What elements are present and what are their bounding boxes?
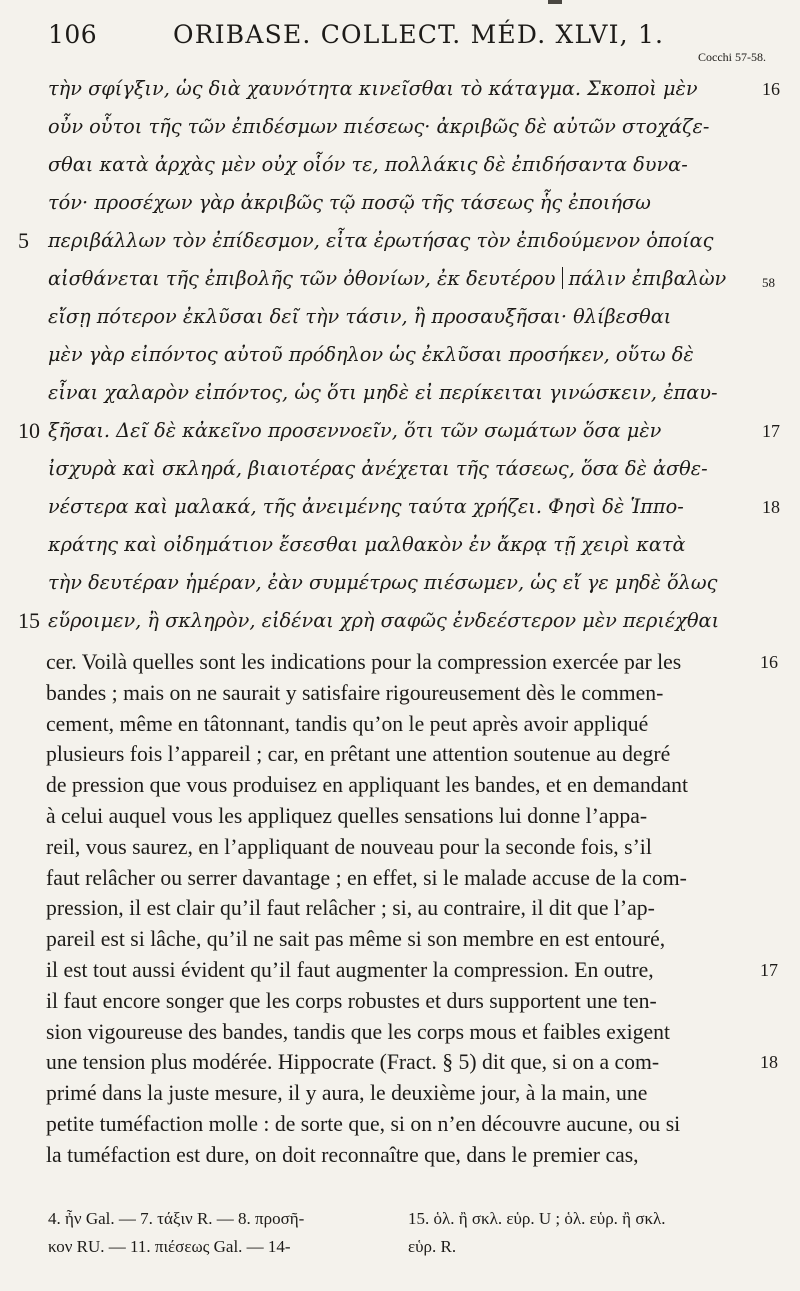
margin-number: 17 <box>762 421 780 441</box>
greek-text: νέστερα καὶ μαλακά, τῆς ἀνειμένης ταύτα χρήζει. Φησὶ δὲ Ἱππο- <box>48 495 684 518</box>
margin-number: 58 <box>762 275 775 290</box>
french-line <box>46 832 752 863</box>
greek-text-continued: πάλιν ἐπιβαλὼν <box>568 267 727 290</box>
margin-number: 18 <box>760 1052 778 1073</box>
french-text: primé dans la juste mesure, il y aura, le deuxième jour, à la main, une <box>46 1081 648 1106</box>
page-break-marker <box>562 267 563 289</box>
greek-line <box>48 336 753 374</box>
french-text: faut relâcher ou serrer davantage ; en effet, si le malade accuse de la com- <box>46 865 687 890</box>
greek-line <box>48 564 753 602</box>
french-line <box>46 647 778 678</box>
french-text: il est tout aussi évident qu’il faut augmenter la compression. En outre, <box>46 957 654 982</box>
margin-number: 16 <box>762 79 780 99</box>
french-line <box>46 709 752 740</box>
french-line <box>46 770 752 801</box>
french-line <box>46 678 752 709</box>
line-number: 15 <box>18 608 40 633</box>
french-text: bandes ; mais on ne saurait y satisfaire rigoureusement dès le commen- <box>46 680 664 705</box>
running-header <box>48 20 752 54</box>
french-line <box>46 1109 752 1140</box>
french-line <box>46 1140 752 1171</box>
page-number: 106 <box>48 20 98 49</box>
french-line <box>46 1017 752 1048</box>
french-text: il faut encore songer que les corps robustes et durs supportent une ten- <box>46 988 657 1013</box>
margin-number: 16 <box>760 652 778 672</box>
french-line <box>46 863 752 894</box>
edition-reference: Cocchi 57-58. <box>698 50 766 64</box>
french-text: pression, il est clair qu’il faut relâcher ; si, au contraire, il dit que l’ap- <box>46 896 655 921</box>
print-mark <box>548 0 562 4</box>
note-left: 4. ἦν Gal. — 7. τάξιν R. — 8. προσῆ- <box>48 1209 305 1228</box>
greek-text: τὴν σφίγξιν, ὡς διὰ χαυνότητα κινεῖσθαι τὸ κάταγμα. Σκοποὶ μὲν <box>48 77 698 100</box>
note-left: κον RU. — 11. πιέσεως Gal. — 14- <box>48 1237 291 1256</box>
french-text: une tension plus modérée. Hippocrate (Fract. § 5) dit que, si on a com- <box>46 1050 660 1075</box>
french-line <box>46 893 752 924</box>
greek-text-block <box>18 70 780 640</box>
french-line <box>46 924 752 955</box>
greek-line <box>48 374 753 412</box>
greek-text: μὲν γὰρ εἰπόντος αὐτοῦ πρόδηλον ὡς ἐκλῦσαι προσήκεν, οὕτω δὲ <box>48 343 694 366</box>
critical-apparatus <box>48 1205 753 1261</box>
greek-line <box>48 450 753 488</box>
greek-line <box>18 412 780 450</box>
french-translation-block <box>46 647 778 1171</box>
greek-line <box>18 602 753 640</box>
greek-text: ἰσχυρὰ καὶ σκληρά, βιαιοτέρας ἀνέχεται τῆς τάσεως, ὅσα δὲ ἀσθε- <box>48 457 708 480</box>
greek-line <box>48 108 753 146</box>
french-text: de pression que vous produisez en appliquant les bandes, et en demandant <box>46 773 689 798</box>
french-line <box>46 1078 752 1109</box>
greek-line <box>48 184 753 222</box>
greek-text: εὕροιμεν, ἢ σκληρὸν, εἰδέναι χρὴ σαφῶς ἐνδεέστερον μὲν περιέχθαι <box>48 609 720 632</box>
french-text: la tuméfaction est dure, on doit reconnaître que, dans le premier cas, <box>46 1142 639 1167</box>
french-line <box>46 801 752 832</box>
margin-number: 17 <box>760 959 778 980</box>
greek-line <box>48 260 775 298</box>
greek-text: κράτης καὶ οἰδημάτιον ἔσεσθαι μαλθακὸν ἐν ἄκρᾳ τῇ χειρὶ κατὰ <box>48 533 686 556</box>
french-text: pareil est si lâche, qu’il ne sait pas même si son membre en est entouré, <box>46 927 666 952</box>
french-text: cer. Voilà quelles sont les indications pour la compression exercée par les <box>46 650 682 674</box>
french-line <box>46 1047 778 1078</box>
french-line <box>46 955 778 986</box>
greek-line <box>48 70 780 108</box>
greek-text: ξῆσαι. Δεῖ δὲ κἀκεῖνο προσεννοεῖν, ὅτι τῶν σωμάτων ὅσα μὲν <box>48 419 662 442</box>
note-right: 15. ὁλ. ἢ σκλ. εὑρ. U ; ὁλ. εὑρ. ἢ σκλ. <box>408 1209 666 1228</box>
greek-text: εἴσῃ πότερον ἐκλῦσαι δεῖ τὴν τάσιν, ἢ προσαυξῆσαι· θλίβεσθαι <box>48 305 672 328</box>
line-number: 5 <box>18 228 29 253</box>
margin-number: 18 <box>762 497 780 517</box>
greek-text: περιβάλλων τὸν ἐπίδεσμον, εἶτα ἐρωτήσας τὸν ἐπιδούμενον ὁποίας <box>48 229 714 252</box>
line-number: 10 <box>18 418 40 443</box>
note-line <box>48 1233 753 1261</box>
greek-line <box>48 146 753 184</box>
french-line <box>46 739 752 770</box>
french-text: sion vigoureuse des bandes, tandis que les corps mous et faibles exigent <box>46 1019 670 1044</box>
greek-text: εἶναι χαλαρὸν εἰπόντος, ὡς ὅτι μηδὲ εἰ περίκειται γινώσκειν, ἐπαυ- <box>48 381 718 404</box>
greek-line <box>48 488 780 526</box>
french-text: plusieurs fois l’appareil ; car, en prêtant une attention soutenue au degré <box>46 742 671 767</box>
greek-text: τόν· προσέχων γὰρ ἀκριβῶς τῷ ποσῷ τῆς τάσεως ἧς ἐποιήσω <box>48 191 651 214</box>
french-line <box>46 986 752 1017</box>
greek-text: αἰσθάνεται τῆς ἐπιβολῆς τῶν ὀθονίων, ἐκ δευτέρου <box>48 267 556 290</box>
running-title: ORIBASE. COLLECT. MÉD. XLVI, 1. <box>173 20 665 49</box>
french-text: reil, vous saurez, en l’appliquant de nouveau pour la seconde fois, s’il <box>46 834 652 859</box>
greek-text: οὖν οὗτοι τῆς τῶν ἐπιδέσμων πιέσεως· ἀκριβῶς δὲ αὐτῶν στοχάζε- <box>48 115 710 138</box>
greek-text: σθαι κατὰ ἀρχὰς μὲν οὐχ οἷόν τε, πολλάκις δὲ ἐπιδήσαντα δυνα- <box>48 153 688 176</box>
greek-line <box>18 222 753 260</box>
french-text: à celui auquel vous les appliquez quelles sensations lui donne l’appa- <box>46 803 648 828</box>
french-text: petite tuméfaction molle : de sorte que, si on n’en découvre aucune, ou si <box>46 1111 681 1136</box>
greek-line <box>48 526 753 564</box>
note-right: εὑρ. R. <box>408 1237 457 1256</box>
greek-text: τὴν δευτέραν ἡμέραν, ἐὰν συμμέτρως πιέσωμεν, ὡς εἴ γε μηδὲ ὅλως <box>48 571 718 594</box>
note-line <box>48 1205 753 1233</box>
greek-line <box>48 298 753 336</box>
french-text: cement, même en tâtonnant, tandis qu’on le peut après avoir appliqué <box>46 711 649 736</box>
